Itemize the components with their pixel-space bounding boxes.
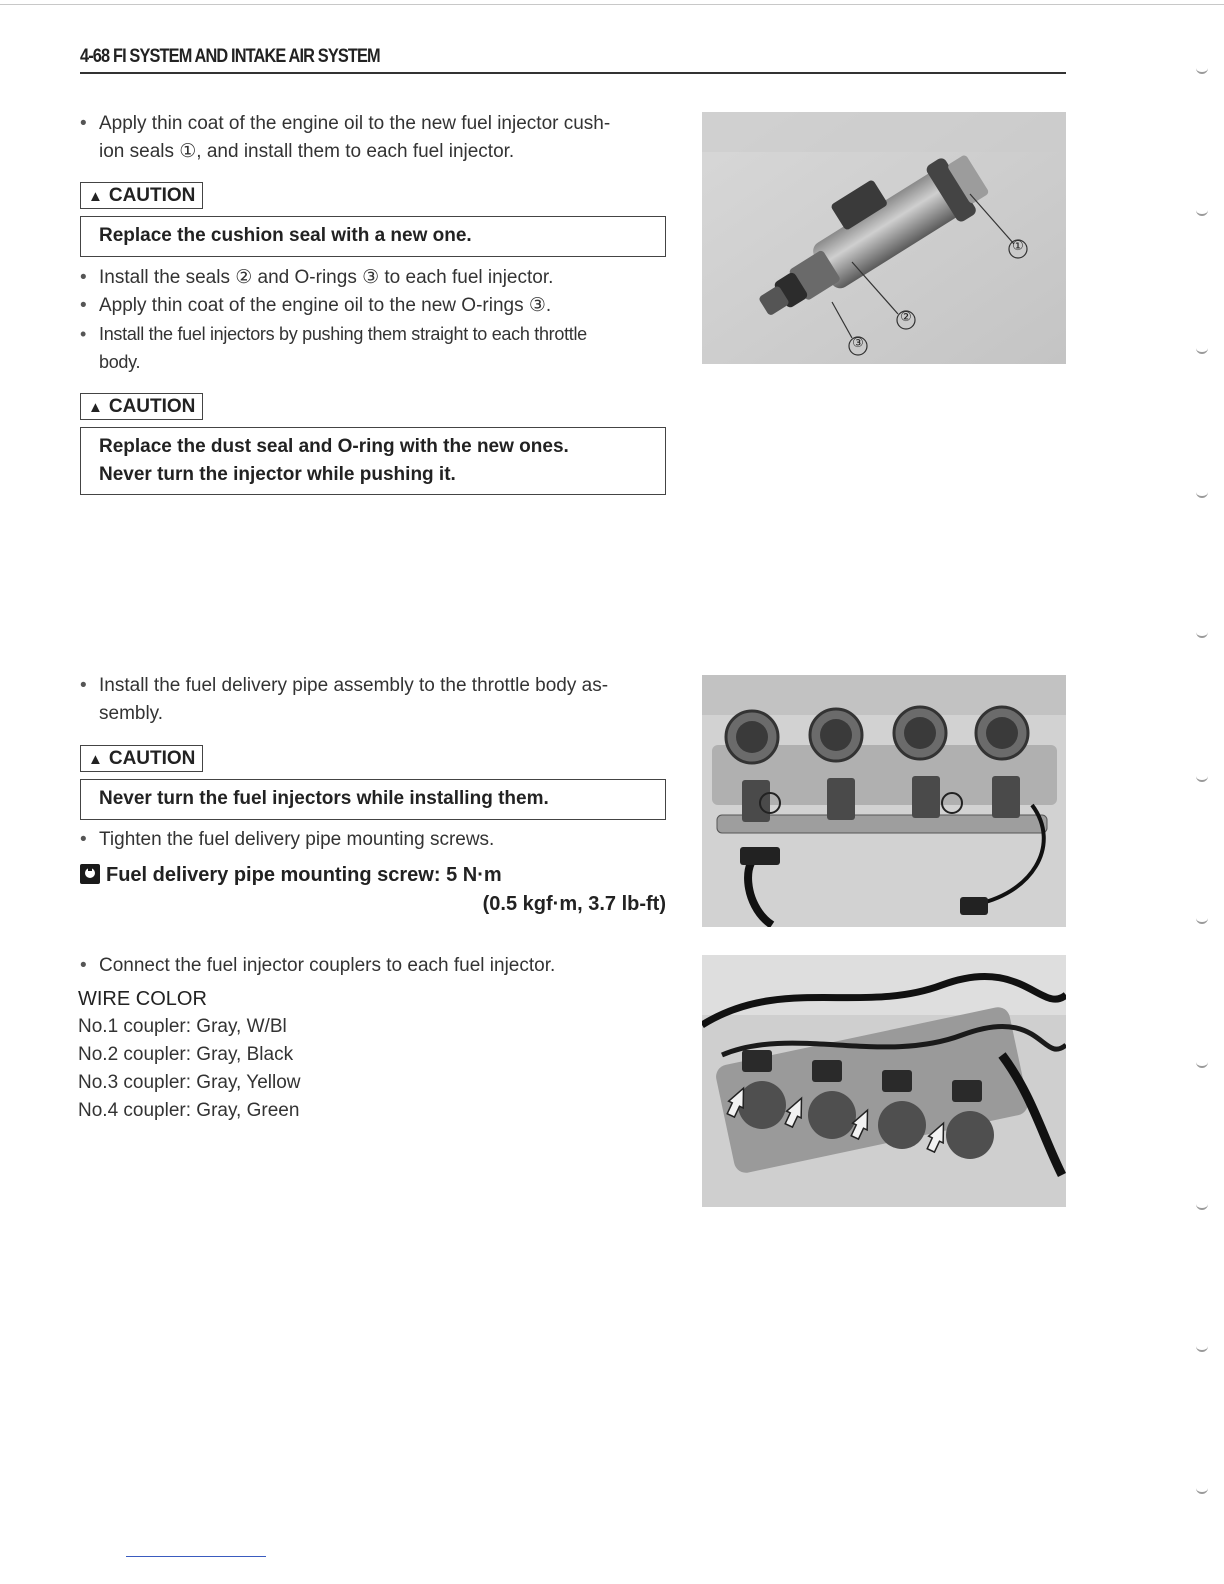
text-line: • Install the seals ② and O-rings ③ to each fuel injector. (99, 267, 554, 288)
instruction-delivery-pipe (80, 672, 699, 728)
instruction-seals-orings (80, 264, 699, 292)
margin-mark (1196, 1058, 1208, 1068)
margin-mark (1196, 488, 1208, 498)
torque-conversion-text: (0.5 kgf·m, 3.7 lb-ft) (482, 893, 666, 915)
callout-2: ② (900, 309, 912, 324)
margin-mark (1196, 1484, 1208, 1494)
text-line: • Apply thin coat of the engine oil to the new O-rings ③. (99, 295, 552, 316)
coupler-row: No.1 coupler: Gray, W/Bl (78, 1016, 287, 1037)
caution-label (80, 182, 203, 209)
instruction-oil-orings (80, 292, 699, 320)
margin-mark (1196, 914, 1208, 924)
caution-label-3 (80, 745, 203, 772)
top-rule (0, 4, 1224, 5)
page-header (80, 44, 1066, 74)
instruction-install-injectors (80, 320, 699, 376)
torque-conversion (80, 893, 666, 916)
wire-color-heading: WIRE COLOR (78, 988, 207, 1010)
footer-line (126, 1556, 266, 1557)
caution-label-text: CAUTION (108, 748, 196, 769)
caution-label-text: CAUTION (108, 396, 196, 417)
margin-mark (1196, 772, 1208, 782)
text-line: • Install the fuel injectors by pushing them straight to each throttle (99, 324, 587, 344)
torque-wrench-icon (80, 864, 100, 884)
margin-mark (1196, 628, 1208, 638)
caution-box (80, 216, 666, 257)
text-line: • Tighten the fuel delivery pipe mounting screws. (99, 829, 495, 850)
text-line: body. (99, 352, 141, 372)
torque-label: Fuel delivery pipe mounting screw: 5 N·m (106, 864, 502, 886)
callout-3: ③ (852, 335, 864, 350)
caution-label-2 (80, 393, 203, 420)
margin-mark (1196, 64, 1208, 74)
caution-text: Replace the cushion seal with a new one. (99, 225, 472, 246)
caution-text: Never turn the injector while pushing it. (99, 464, 456, 485)
photo-fuel-injector (702, 112, 1066, 364)
margin-mark (1196, 1342, 1208, 1352)
text-line: sembly. (99, 703, 164, 724)
margin-mark (1196, 1200, 1208, 1210)
text-line: • Apply thin coat of the engine oil to the new fuel injector cush- (99, 113, 611, 134)
margin-mark (1196, 344, 1208, 354)
instruction-connect-couplers (80, 952, 699, 980)
instruction-tighten-screws (80, 826, 699, 854)
caution-text: Replace the dust seal and O-ring with the new ones. (99, 436, 569, 457)
text-line: ion seals ①, and install them to each fuel injector. (99, 141, 515, 162)
coupler-row: No.2 coupler: Gray, Black (78, 1044, 294, 1065)
page-title: 4-68 FI SYSTEM AND INTAKE AIR SYSTEM (80, 46, 380, 67)
coupler-row: No.4 coupler: Gray, Green (78, 1100, 300, 1121)
warning-triangle-icon: ▲ (88, 188, 103, 205)
text-line: • Connect the fuel injector couplers to each fuel injector. (99, 955, 556, 976)
margin-mark (1196, 206, 1208, 216)
instruction-cushion-seal (80, 110, 699, 166)
coupler-row: No.3 coupler: Gray, Yellow (78, 1072, 301, 1093)
text-line: • Install the fuel delivery pipe assembly to the throttle body as- (99, 675, 609, 696)
caution-box-2 (80, 427, 666, 495)
photo-injector-couplers (702, 955, 1066, 1207)
photo-delivery-pipe (702, 675, 1066, 927)
torque-spec (80, 864, 666, 887)
warning-triangle-icon: ▲ (88, 751, 103, 768)
caution-label-text: CAUTION (108, 185, 196, 206)
callout-1: ① (1012, 238, 1024, 253)
caution-text: Never turn the fuel injectors while installing them. (99, 788, 549, 809)
caution-box-3 (80, 779, 666, 820)
warning-triangle-icon: ▲ (88, 399, 103, 416)
